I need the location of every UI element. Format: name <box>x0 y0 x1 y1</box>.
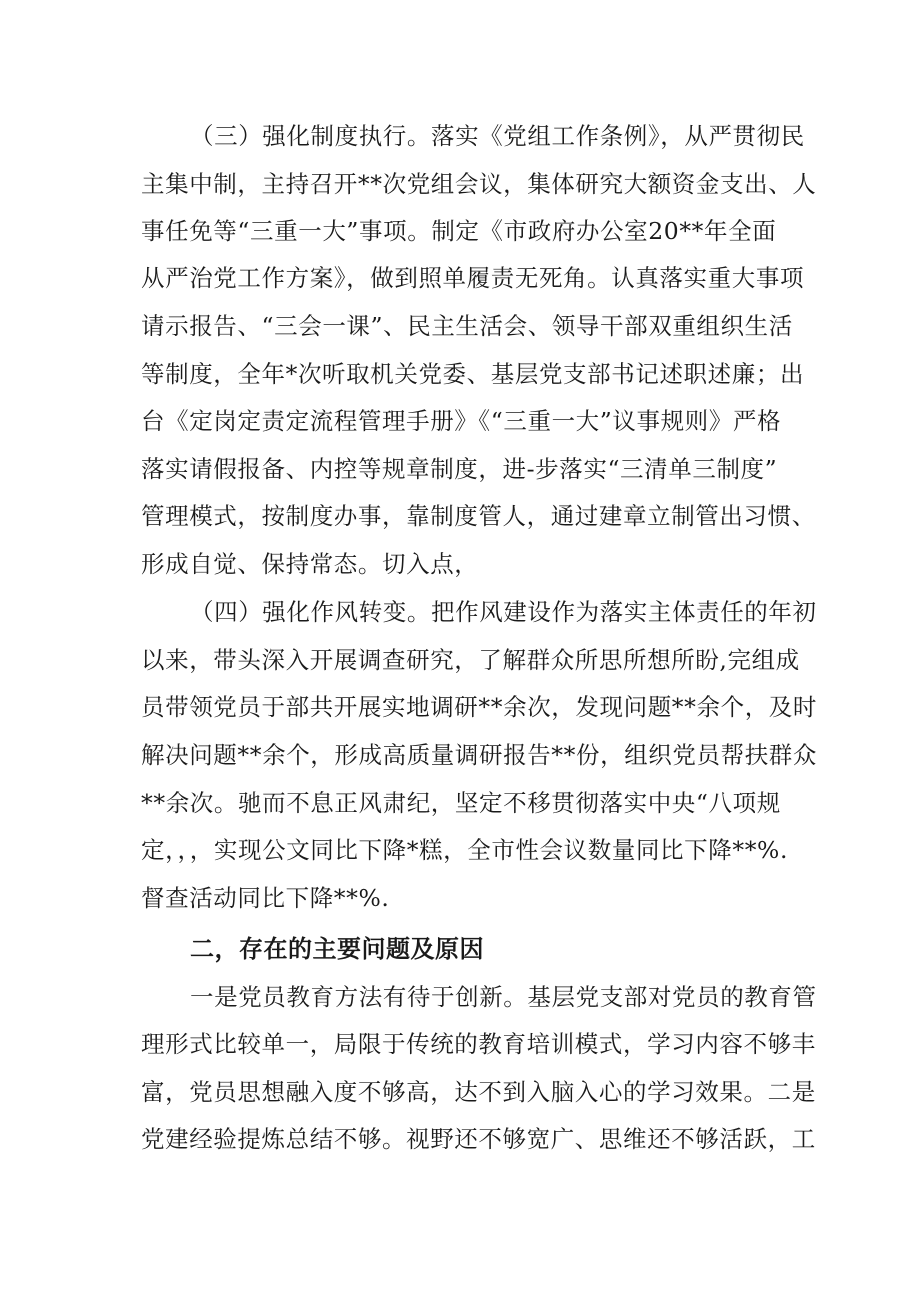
text-line: 理形式比较单一，局限于传统的教育培训模式，学习内容不够丰 <box>141 1030 816 1058</box>
text-line: 等制度，全年*次听取机关党委、基层党支部书记述职述廉；出 <box>141 360 805 388</box>
section-heading: 二，存在的主要问题及原因 <box>190 935 484 963</box>
text-line: （三）强化制度执行。落实《党组工作条例》，从严贯彻民 <box>190 122 805 150</box>
text-line: 富，党员思想融入度不够高，达不到入脑入心的学习效果。二是 <box>141 1078 816 1106</box>
text-line: （四）强化作风转变。把作风建设作为落实主体责任的年初 <box>190 598 817 626</box>
text-line: 管理模式，按制度办事，靠制度管人，通过建章立制管出习惯、 <box>141 502 816 530</box>
text-line: 请示报告、“三会一课”、民主生活会、领导干部双重组织生活 <box>141 312 793 340</box>
text-line: 以来，带头深入开展调查研究，了解群众所思所想所盼,完组成 <box>141 646 800 674</box>
text-line: 督查活动同比下降**%. <box>141 884 390 912</box>
text-line: 从严治党工作方案》，做到照单履责无死角。认真落实重大事项 <box>141 264 805 292</box>
text-line: 形成自觉、保持常态。切入点， <box>141 550 479 578</box>
text-line: 定，，，实现公文同比下降*糕，全市性会议数量同比下降**%. <box>141 836 789 864</box>
text-line: 解决问题**余个，形成高质量调研报告**份，组织党员帮扶群众 <box>141 741 817 769</box>
text-line: 事任免等“三重一大”事项。制定《市政府办公室20**年全面 <box>141 217 777 245</box>
text-line: 一是党员教育方法有待于创新。基层党支部对党员的教育管 <box>190 983 817 1011</box>
text-line: 台《定岗定责定流程管理手册》《“三重一大”议事规则》严格 <box>141 407 782 435</box>
text-line: 主集中制，主持召开**次党组会议，集体研究大额资金支出、人 <box>141 170 817 198</box>
text-line: 落实请假报备、内控等规章制度，进-步落实“三清单三制度” <box>141 455 778 483</box>
text-line: 员带领党员于部共开展实地调研**余次，发现问题**余个，及时 <box>141 693 817 721</box>
text-line: 党建经验提炼总结不够。视野还不够宽广、思维还不够活跃，工 <box>141 1125 816 1153</box>
text-line: **余次。驰而不息正风肃纪，坚定不移贯彻落实中央“八项规 <box>141 789 781 817</box>
